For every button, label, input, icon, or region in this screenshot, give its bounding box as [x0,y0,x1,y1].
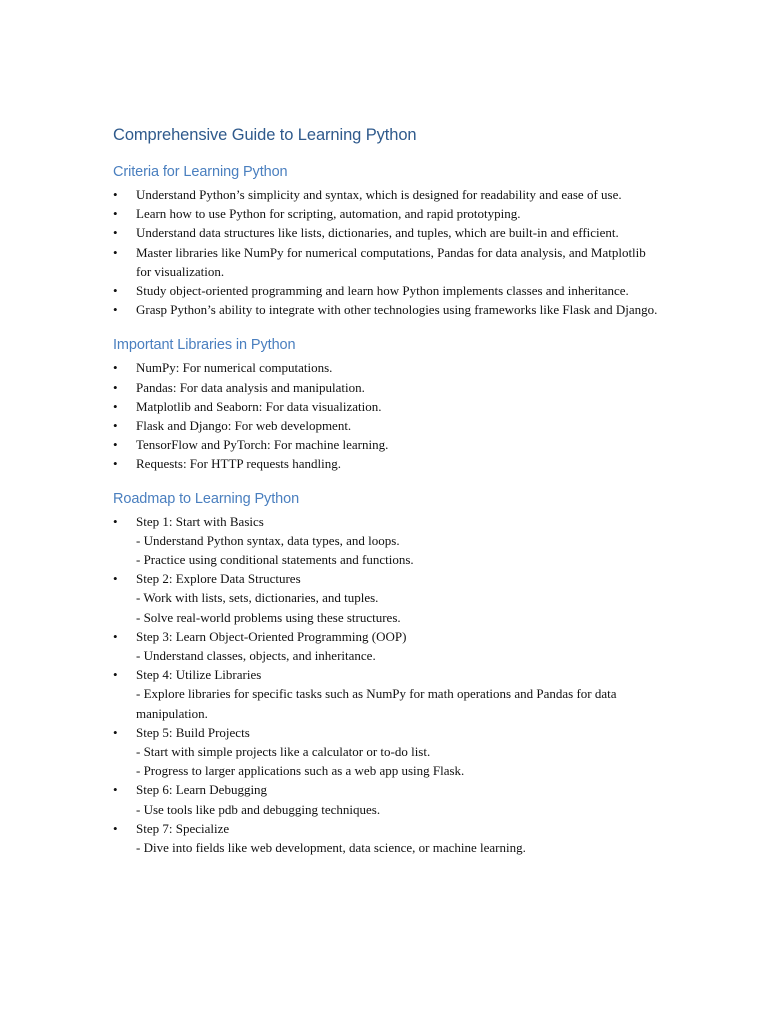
bullet-icon: • [113,398,118,414]
list-item [113,223,658,242]
list-item-subline: - Dive into fields like web development, data science, or machine learning. [136,840,526,856]
list-item-text: Step 2: Explore Data Structures [136,571,301,587]
list-item-text: Step 5: Build Projects [136,724,250,740]
section-roadmap-to-learning-python [113,489,658,858]
list-item-text: TensorFlow and PyTorch: For machine learning. [136,437,389,453]
list-item-subline: - Practice using conditional statements and functions. [136,552,414,568]
list-item [113,416,658,435]
bullet-icon: • [113,782,118,798]
section-criteria-for-learning-python [113,162,658,319]
list-item [113,358,658,377]
document-title: Comprehensive Guide to Learning Python [113,126,417,144]
bullet-icon: • [113,820,118,836]
list-item-text: Matplotlib and Seaborn: For data visualization. [136,398,382,414]
list-item-subline: - Work with lists, sets, dictionaries, and tuples. [136,590,379,606]
bullet-list [113,358,658,473]
list-item [113,627,658,665]
bullet-icon: • [113,244,118,260]
list-item-text: Grasp Python’s ability to integrate with other technologies using frameworks like Flask and Django. [136,302,658,318]
document-content [113,124,658,874]
sections-container [113,162,658,857]
list-item-text: Requests: For HTTP requests handling. [136,456,341,472]
list-item-subline: - Understand classes, objects, and inheritance. [136,648,376,664]
bullet-icon: • [113,418,118,434]
list-item-text: Learn how to use Python for scripting, automation, and rapid prototyping. [136,206,521,222]
list-item [113,435,658,454]
list-item-text: Pandas: For data analysis and manipulation. [136,379,365,395]
list-item [113,819,658,857]
list-item-subline: - Solve real-world problems using these structures. [136,609,401,625]
bullet-icon: • [113,187,118,202]
bullet-icon: • [113,360,118,376]
bullet-icon: • [113,379,118,395]
list-item-text: Step 6: Learn Debugging [136,782,268,798]
list-item [113,454,658,473]
bullet-icon: • [113,724,118,740]
list-item [113,397,658,416]
list-item [113,281,658,300]
section-heading: Important Libraries in Python [113,337,296,354]
bullet-icon: • [113,225,118,241]
list-item-subline: - Start with simple projects like a calculator or to-do list. [136,744,431,760]
list-item [113,185,658,204]
list-item [113,243,658,281]
list-item-text: Step 3: Learn Object-Oriented Programming (OOP) [136,628,407,644]
list-item [113,723,658,781]
list-item-text: Step 4: Utilize Libraries [136,667,262,683]
bullet-icon: • [113,571,118,587]
bullet-icon: • [113,628,118,644]
bullet-icon: • [113,513,118,529]
list-item [113,204,658,223]
list-item-text: Flask and Django: For web development. [136,418,352,434]
section-heading: Roadmap to Learning Python [113,490,300,507]
list-item [113,569,658,627]
list-item-subline: - Explore libraries for specific tasks such as NumPy for math operations and Pandas for data manipulation. [136,686,617,721]
bullet-icon: • [113,667,118,683]
bullet-icon: • [113,206,118,222]
bullet-icon: • [113,456,118,472]
list-item-text: Study object-oriented programming and learn how Python implements classes and inheritance. [136,283,629,299]
list-item-text: NumPy: For numerical computations. [136,360,333,376]
list-item [113,300,658,319]
list-item-text: Understand Python’s simplicity and syntax, which is designed for readability and ease of use. [136,187,622,202]
bullet-icon: • [113,283,118,299]
list-item [113,780,658,818]
list-item-text: Step 1: Start with Basics [136,513,264,529]
list-item [113,512,658,570]
list-item-subline: - Use tools like pdb and debugging techniques. [136,801,381,817]
list-item-text: Master libraries like NumPy for numerical computations, Pandas for data analysis, and Matplotlib for visualization. [136,244,646,279]
list-item-subline: - Understand Python syntax, data types, and loops. [136,532,400,548]
list-item [113,665,658,723]
section-heading: Criteria for Learning Python [113,164,288,180]
bullet-icon: • [113,437,118,453]
list-item-text: Understand data structures like lists, dictionaries, and tuples, which are built-in and efficient. [136,225,619,241]
list-item-text: Step 7: Specialize [136,820,230,836]
bullet-list [113,512,658,858]
bullet-list [113,185,658,319]
bullet-icon: • [113,302,118,318]
section-important-libraries-in-python [113,335,658,473]
list-item [113,378,658,397]
list-item-subline: - Progress to larger applications such as a web app using Flask. [136,763,465,779]
